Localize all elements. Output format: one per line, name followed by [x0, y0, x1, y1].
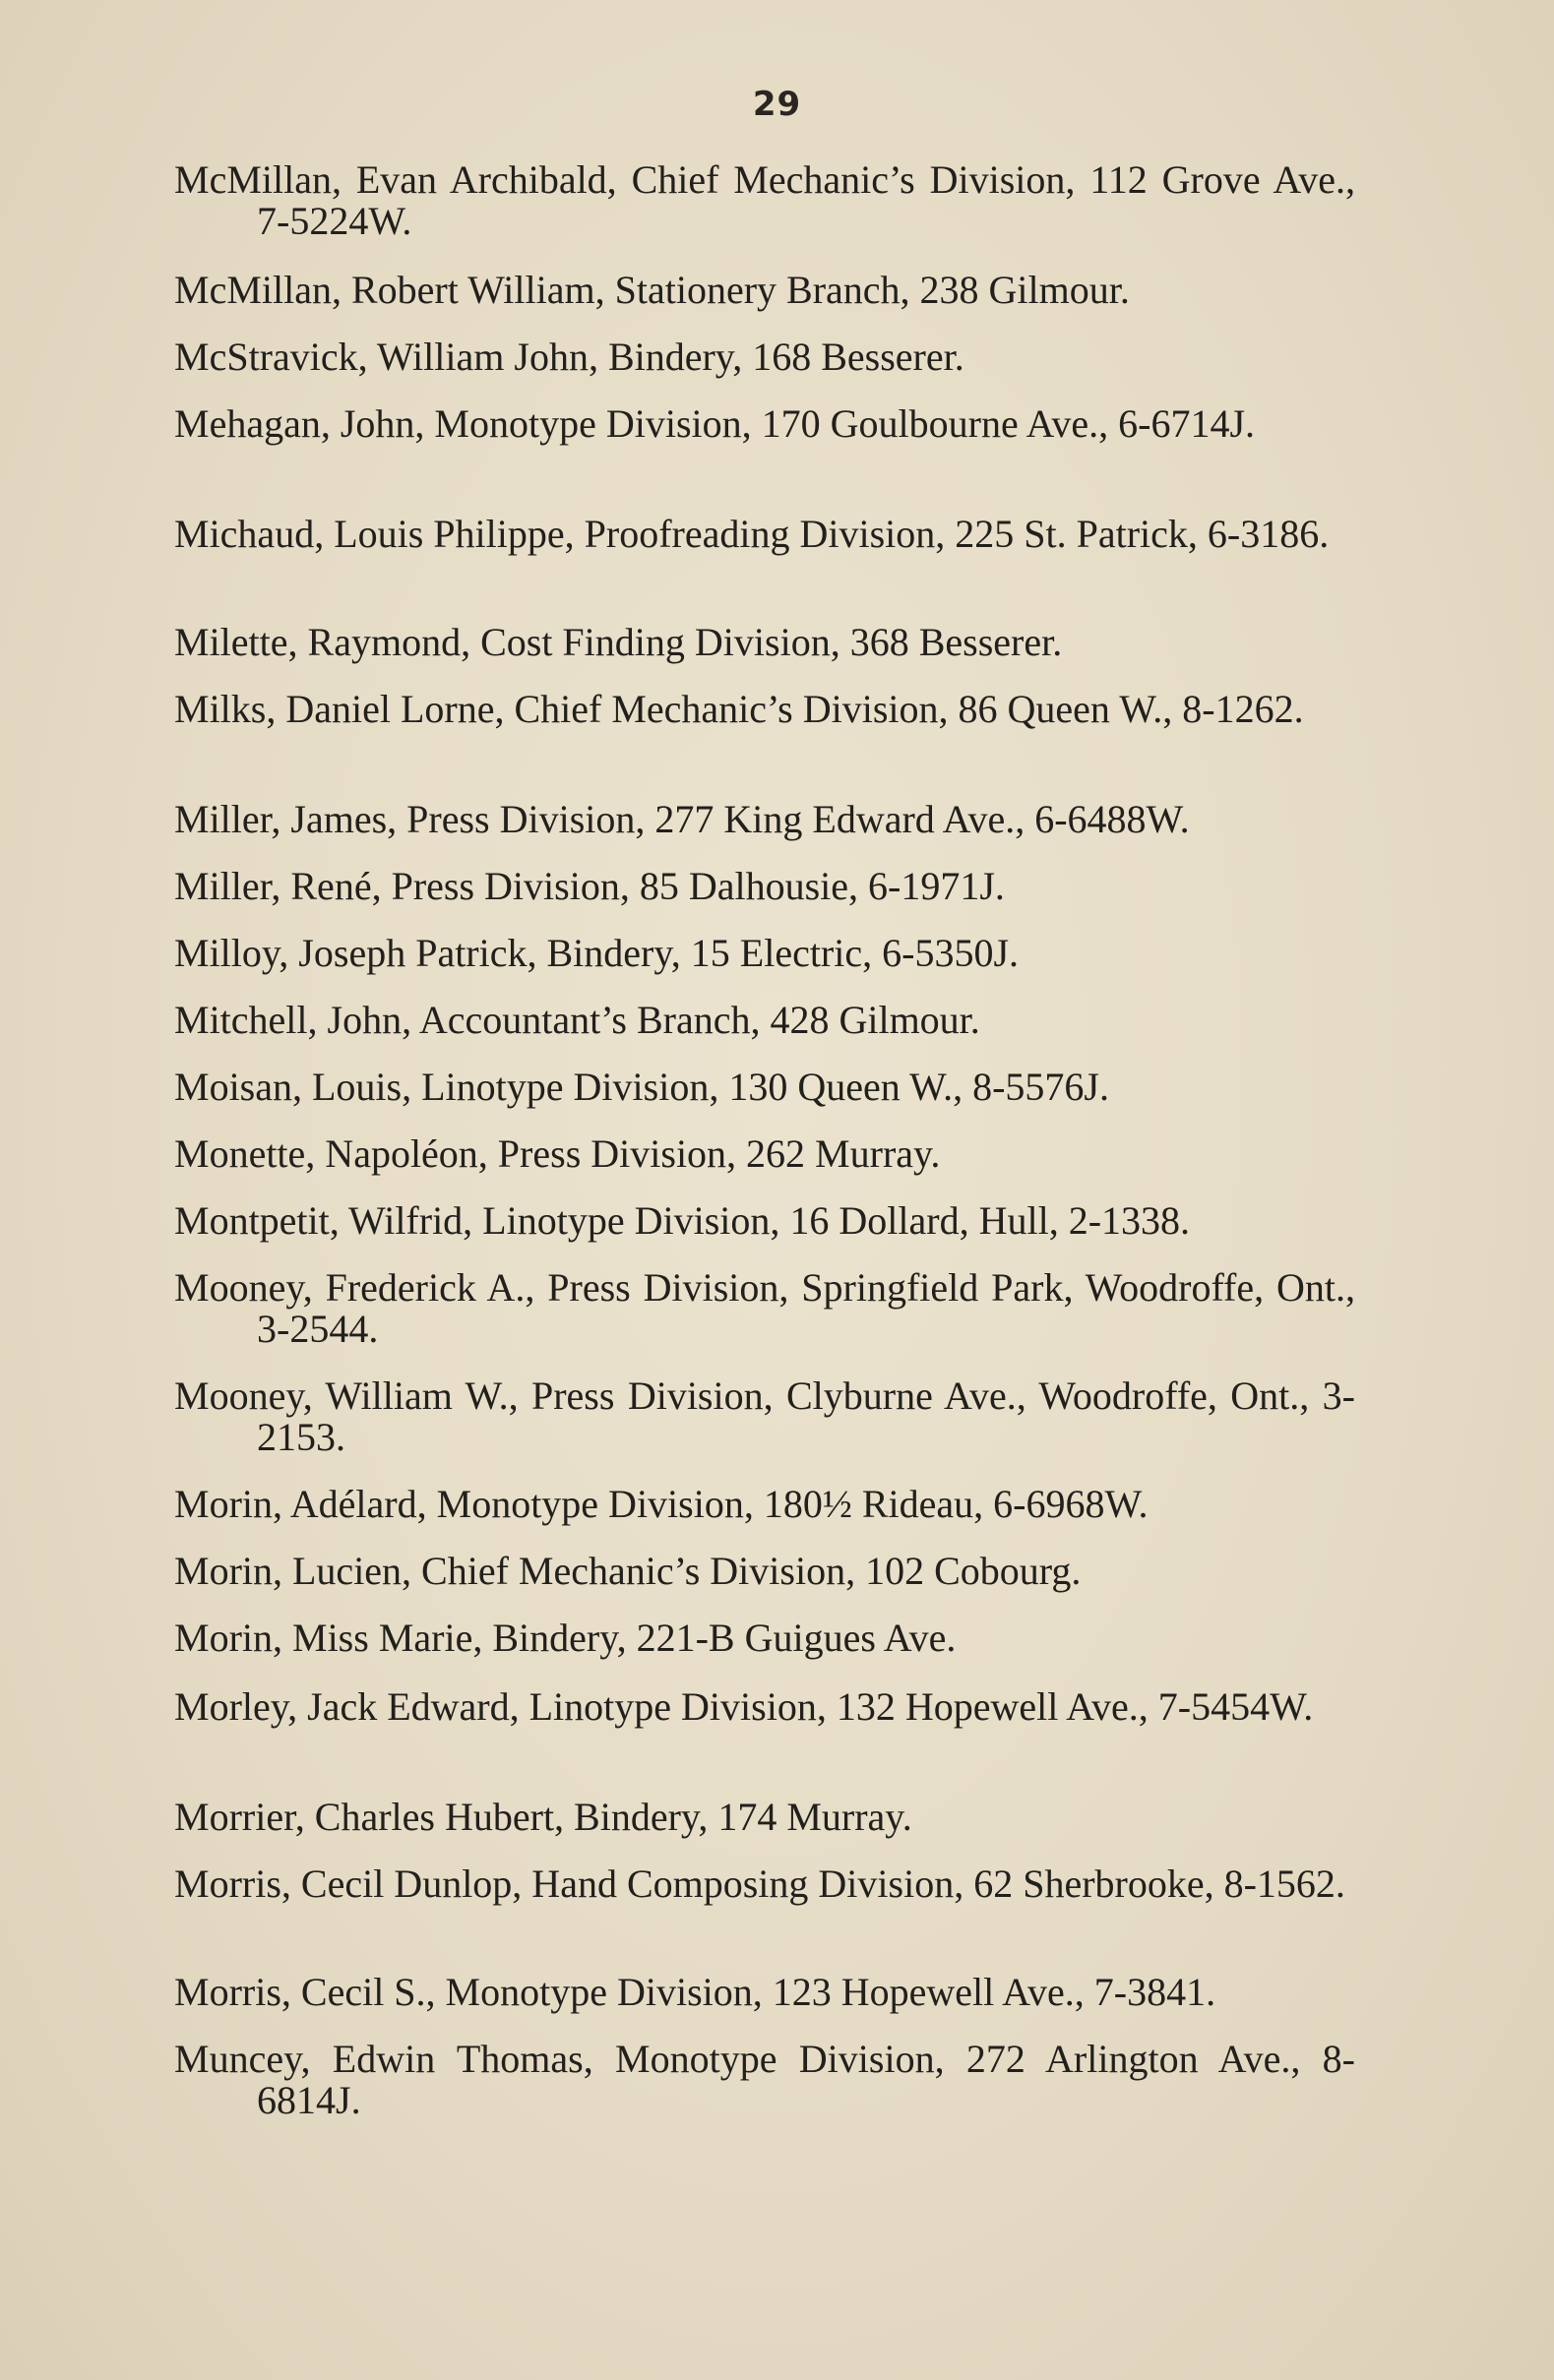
- directory-entry: Muncey, Edwin Thomas, Monotype Division, 272 Arlington Ave., 8-6814J.: [174, 2037, 1355, 2122]
- directory-entry: McMillan, Robert William, Stationery Branch, 238 Gilmour.: [174, 268, 1130, 312]
- directory-entry: Morrier, Charles Hubert, Bindery, 174 Murray.: [174, 1795, 912, 1839]
- directory-entry: Mehagan, John, Monotype Division, 170 Goulbourne Ave., 6-6714J.: [174, 401, 1256, 446]
- directory-entry: Milks, Daniel Lorne, Chief Mechanic’s Division, 86 Queen W., 8-1262.: [174, 687, 1304, 731]
- directory-entry: Montpetit, Wilfrid, Linotype Division, 16 Dollard, Hull, 2-1338.: [174, 1198, 1191, 1243]
- directory-entry: Morley, Jack Edward, Linotype Division, 132 Hopewell Ave., 7-5454W.: [174, 1684, 1314, 1729]
- page-number: 29: [752, 85, 802, 124]
- directory-entry: Miller, René, Press Division, 85 Dalhousie, 6-1971J.: [174, 864, 1005, 908]
- directory-entry: Milloy, Joseph Patrick, Bindery, 15 Electric, 6-5350J.: [174, 931, 1020, 975]
- directory-entry: Moisan, Louis, Linotype Division, 130 Queen W., 8-5576J.: [174, 1065, 1109, 1109]
- directory-entry: McStravick, William John, Bindery, 168 Besserer.: [174, 335, 964, 379]
- directory-entry: Morin, Miss Marie, Bindery, 221-B Guigues Ave.: [174, 1616, 957, 1660]
- directory-entry: Milette, Raymond, Cost Finding Division, 368 Besserer.: [174, 620, 1063, 664]
- directory-entry: Morris, Cecil Dunlop, Hand Composing Division, 62 Sherbrooke, 8-1562.: [174, 1861, 1345, 1906]
- directory-entry: Morin, Adélard, Monotype Division, 180½ Rideau, 6-6968W.: [174, 1482, 1149, 1526]
- directory-entry: McMillan, Evan Archibald, Chief Mechanic’s Division, 112 Grove Ave., 7-5224W.: [174, 157, 1355, 243]
- directory-entry: Mooney, Frederick A., Press Division, Springfield Park, Woodroffe, Ont., 3-2544.: [174, 1265, 1355, 1351]
- directory-entry: Morris, Cecil S., Monotype Division, 123 Hopewell Ave., 7-3841.: [174, 1970, 1216, 2014]
- directory-entry: Mitchell, John, Accountant’s Branch, 428 Gilmour.: [174, 998, 980, 1042]
- directory-entry: Mooney, William W., Press Division, Clyburne Ave., Woodroffe, Ont., 3-2153.: [174, 1373, 1355, 1459]
- directory-entry: Michaud, Louis Philippe, Proofreading Division, 225 St. Patrick, 6-3186.: [174, 512, 1330, 556]
- directory-entry: Morin, Lucien, Chief Mechanic’s Division, 102 Cobourg.: [174, 1549, 1082, 1593]
- directory-entry: Miller, James, Press Division, 277 King Edward Ave., 6-6488W.: [174, 797, 1190, 841]
- directory-entry: Monette, Napoléon, Press Division, 262 Murray.: [174, 1131, 941, 1176]
